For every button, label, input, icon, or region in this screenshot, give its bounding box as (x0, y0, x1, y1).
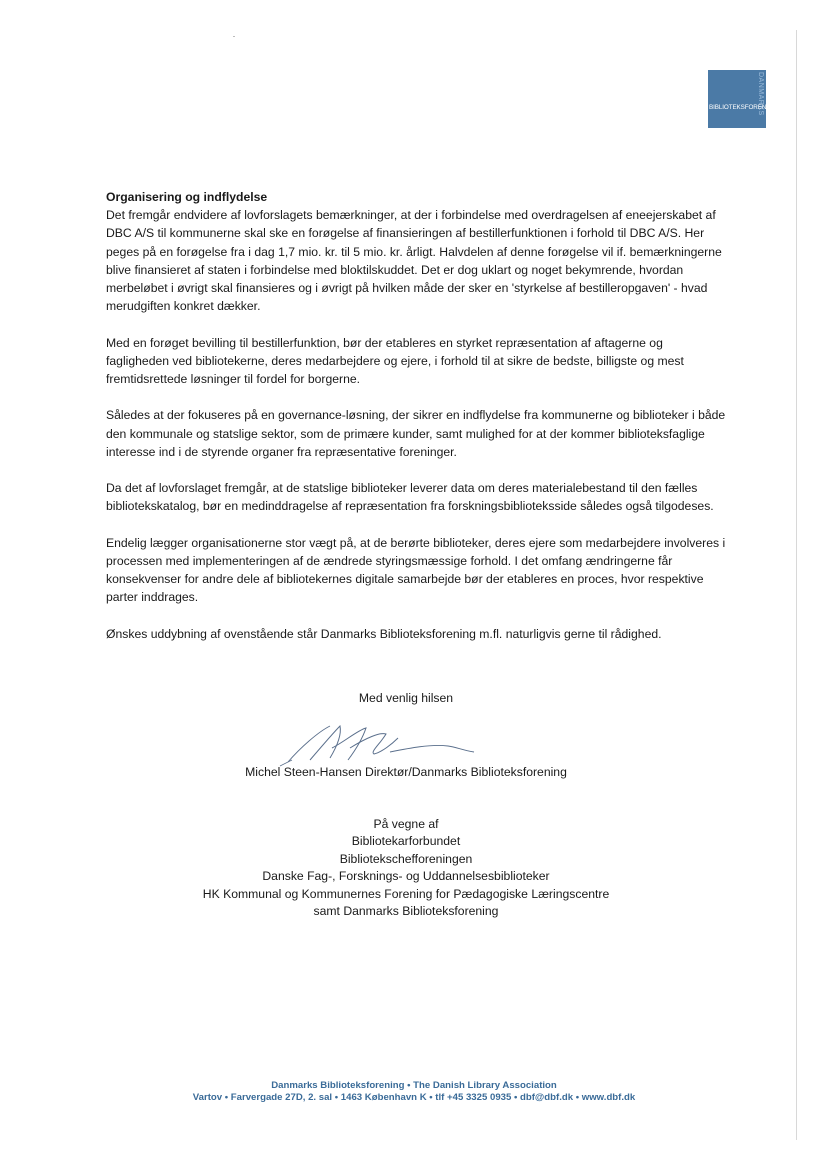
signer-name: Michel Steen-Hansen Direktør/Danmarks Biblioteksforening (245, 765, 567, 779)
scan-speck (233, 36, 235, 37)
on-behalf-block (106, 816, 706, 920)
scan-edge-line (796, 30, 797, 1140)
paragraph: Da det af lovforslaget fremgår, at de statslige biblioteker leverer data om deres materialebestand til den fælles bibliotekskatalog, bør en medinddragelse af repræsentation fra forskningsbiblioteksside således også tilgodeses. (106, 481, 714, 514)
organisation-name: Bibliotekschefforeningen (339, 851, 473, 866)
footer-organisation: Danmarks Biblioteksforening • The Danish Library Association (271, 1080, 557, 1091)
organisation-name: Danske Fag-, Forsknings- og Uddannelsesbiblioteker (262, 869, 550, 884)
section-heading: Organisering og indflydelse (106, 190, 268, 204)
organisation-name: samt Danmarks Biblioteksforening (313, 904, 499, 919)
logo-vertical-text: DANMARKS (757, 72, 764, 116)
paragraph: Ønskes uddybning af ovenstående står Danmarks Biblioteksforening m.fl. naturligvis gerne til rådighed. (106, 626, 662, 641)
paragraph: Med en forøget bevilling til bestillerfunktion, bør der etableres en styrket repræsentation af aftagerne og fagligheden ved bibliotekerne, deres medarbejdere og ejere, i forhold til at sikre de bedste, billigste og mest fremtidsrettede løsninger til fordel for borgerne. (106, 335, 684, 387)
handwritten-signature (270, 718, 480, 770)
on-behalf-intro: På vegne af (373, 817, 439, 831)
footer-contact: Vartov • Farvergade 27D, 2. sal • 1463 København K • tlf +45 3325 0935 • dbf@dbf.dk • www.dbf.dk (192, 1092, 636, 1103)
letter-body (106, 188, 726, 661)
closing-greeting: Med venlig hilsen (358, 691, 454, 705)
dbf-logo (708, 70, 778, 128)
paragraph: Således at der fokuseres på en governance-løsning, der sikrer en indflydelse fra kommunerne og biblioteker i både den kommunale og statslige sektor, som de primære kunder, samt mulighed for at der kommer biblioteksfaglige interesse ind i de styrende organer fra repræsentative foreninger. (106, 408, 726, 459)
organisation-name: Bibliotekarforbundet (351, 834, 461, 849)
logo-text: BIBLIOTEKSFORENING (709, 104, 778, 111)
paragraph: Endelig lægger organisationerne stor vægt på, at de berørte biblioteker, deres ejere som medarbejdere involveres i processen med implementeringen af de ændrede styringsmæssige forhold. I det omfang ændringerne får konsekvenser for andre dele af bibliotekernes digitale samarbejde bør der etableres en proces, hvor respektive parter inddrages. (106, 535, 726, 605)
paragraph: Det fremgår endvidere af lovforslagets bemærkninger, at der i forbindelse med overdragelsen af eneejerskabet af DBC A/S til kommunerne skal ske en forøgelse af finansieringen af bestillerfunktionen i forhold til DBC A/S. Her peges på en forøgelse fra i dag 1,7 mio. kr. til 5 mio. kr. årligt. Halvdelen af denne forøgelse vil if. bemærkningerne blive finansieret af staten i forbindelse med bloktilskuddet. Det er dog uklart og noget bekymrende, hvordan merbeløbet i øvrigt skal finansieres og i øvrigt på hvilken måde der sker en 'styrkelse af bestilleropgaven' - hvad merudgiften konkret dækker. (106, 208, 722, 314)
organisation-name: HK Kommunal og Kommunernes Forening for Pædagogiske Læringscentre (202, 886, 610, 901)
